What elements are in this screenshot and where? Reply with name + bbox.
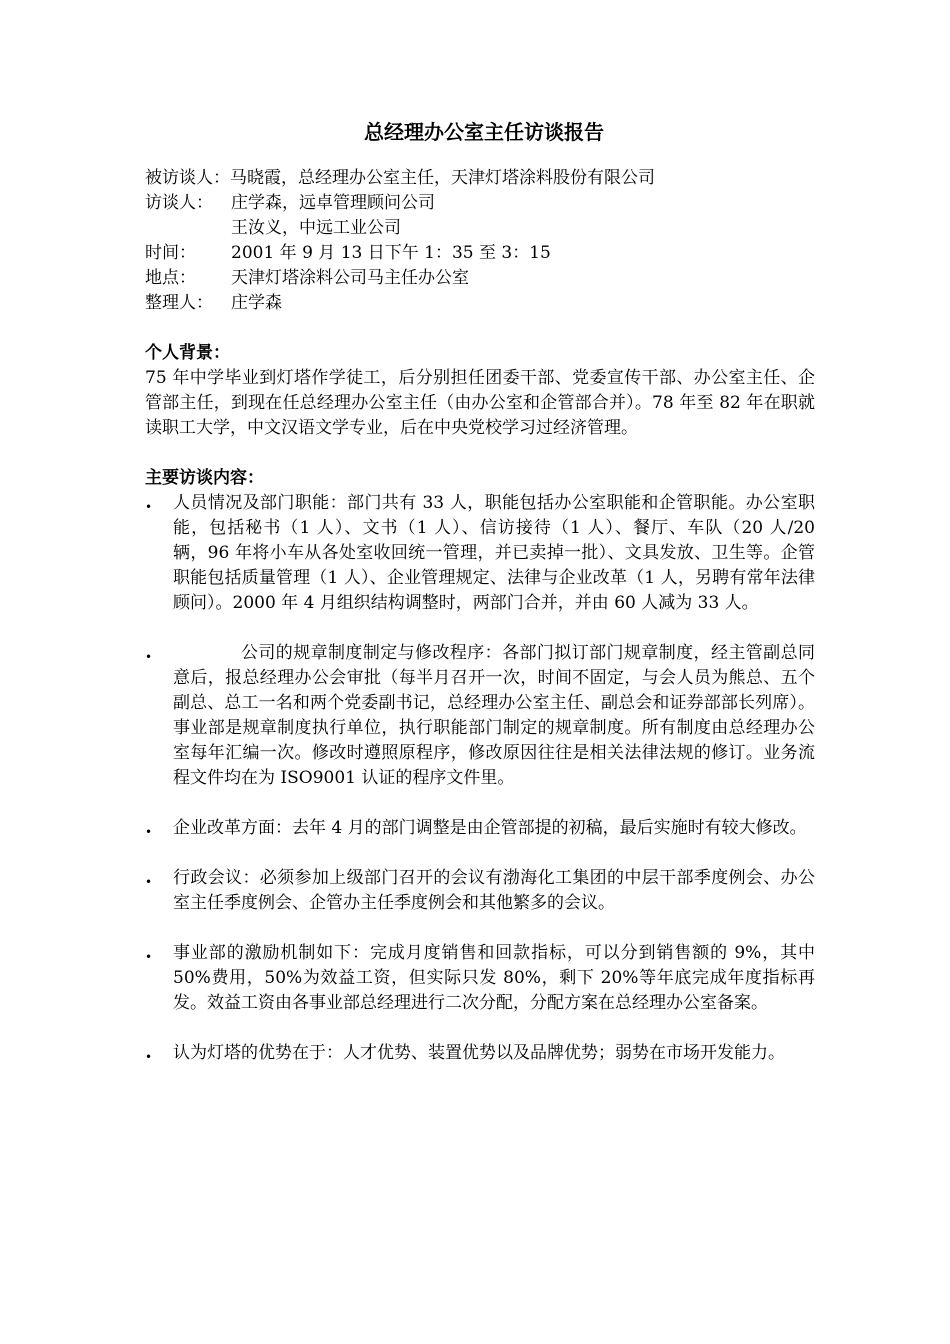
meta-value: 庄学森，远卓管理顾问公司 — [231, 193, 435, 213]
meta-row-time — [145, 241, 815, 266]
list-item — [145, 816, 815, 841]
document-page — [145, 118, 815, 1091]
meta-label: 时间： — [145, 243, 196, 263]
meta-label: 被访谈人： — [145, 168, 230, 188]
bullet-icon: • — [145, 1050, 153, 1064]
meta-value: 马晓霞，总经理办公室主任，天津灯塔涂料股份有限公司 — [230, 168, 655, 188]
document-title: 总经理办公室主任访谈报告 — [364, 120, 604, 144]
meta-value: 2001 年 9 月 13 日下午 1：35 至 3：15 — [231, 243, 551, 263]
bullet-icon: • — [145, 875, 153, 889]
list-item — [145, 491, 815, 616]
meta-label — [145, 216, 231, 241]
list-item — [145, 641, 815, 791]
list-item — [145, 941, 815, 1016]
list-item-text: 事业部的激励机制如下：完成月度销售和回款指标，可以分到销售额的 9%，其中 50%费用，50%为效益工资，但实际只发 80%，剩下 20%等年底完成年度指标再发。效益工资由各事业部总经理进行二次分配，分配方案在总经理办公室备案。 — [173, 943, 815, 1013]
meta-value: 天津灯塔涂料公司马主任办公室 — [231, 268, 469, 288]
list-item-text: 企业改革方面：去年 4 月的部门调整是由企管部提的初稿，最后实施时有较大修改。 — [173, 818, 807, 838]
list-item-text: 人员情况及部门职能：部门共有 33 人，职能包括办公室职能和企管职能。办公室职能，包括秘书（1 人）、文书（1 人）、信访接待（1 人）、餐厅、车队（20 人/20 辆，96 年将小车从各处室收回统一管理，并已卖掉一批）、文具发放、卫生等。企管职能包括质量管理（1 人）、企业管理规定、法律与企业改革（1 人，另聘有常年法律顾问）。2000 年 4 月组织结构调整时，两部门合并，并由 60 人减为 33 人。 — [173, 493, 815, 613]
meta-label: 整理人： — [145, 293, 213, 313]
meta-row-interviewer-2 — [145, 216, 815, 241]
meta-value: 王汝义，中远工业公司 — [231, 218, 401, 238]
meta-value: 庄学森 — [231, 293, 282, 313]
meta-row-interviewee — [145, 166, 815, 191]
background-text: 75 年中学毕业到灯塔作学徒工，后分别担任团委干部、党委宣传干部、办公室主任、企管部主任，到现在任总经理办公室主任（由办公室和企管部合并）。78 年至 82 年在职就读职工大学，中文汉语文学专业，后在中央党校学习过经济管理。 — [145, 368, 815, 438]
meta-row-interviewer — [145, 191, 815, 216]
meta-row-location — [145, 266, 815, 291]
content-heading: 主要访谈内容： — [145, 468, 264, 488]
bullet-icon: • — [145, 950, 153, 964]
list-item-text: 认为灯塔的优势在于：人才优势、装置优势以及品牌优势；弱势在市场开发能力。 — [173, 1043, 785, 1063]
background-heading: 个人背景： — [145, 343, 230, 363]
list-item-text: 行政会议：必须参加上级部门召开的会议有渤海化工集团的中层干部季度例会、办公室主任季度例会、企管办主任季度例会和其他繁多的会议。 — [173, 868, 815, 913]
content-list — [145, 491, 815, 1066]
interview-meta — [145, 166, 815, 316]
list-item — [145, 1041, 815, 1066]
list-item — [145, 866, 815, 916]
meta-label: 访谈人： — [145, 193, 213, 213]
list-item-text: 公司的规章制度制定与修改程序：各部门拟订部门规章制度，经主管副总同意后，报总经理办公会审批（每半月召开一次，时间不固定，与会人员为熊总、五个副总、总工一名和两个党委副书记，总经理办公室主任、副总会和证券部部长列席）。事业部是规章制度执行单位，执行职能部门制定的规章制度。所有制度由总经理办公室每年汇编一次。修改时遵照原程序，修改原因往往是相关法律法规的修订。业务流程文件均在为 ISO9001 认证的程序文件里。 — [173, 643, 815, 788]
bullet-icon: • — [145, 825, 153, 839]
meta-row-recorder — [145, 291, 815, 316]
bullet-icon: • — [145, 650, 153, 664]
bullet-icon: • — [145, 500, 153, 514]
meta-label: 地点： — [145, 268, 196, 288]
